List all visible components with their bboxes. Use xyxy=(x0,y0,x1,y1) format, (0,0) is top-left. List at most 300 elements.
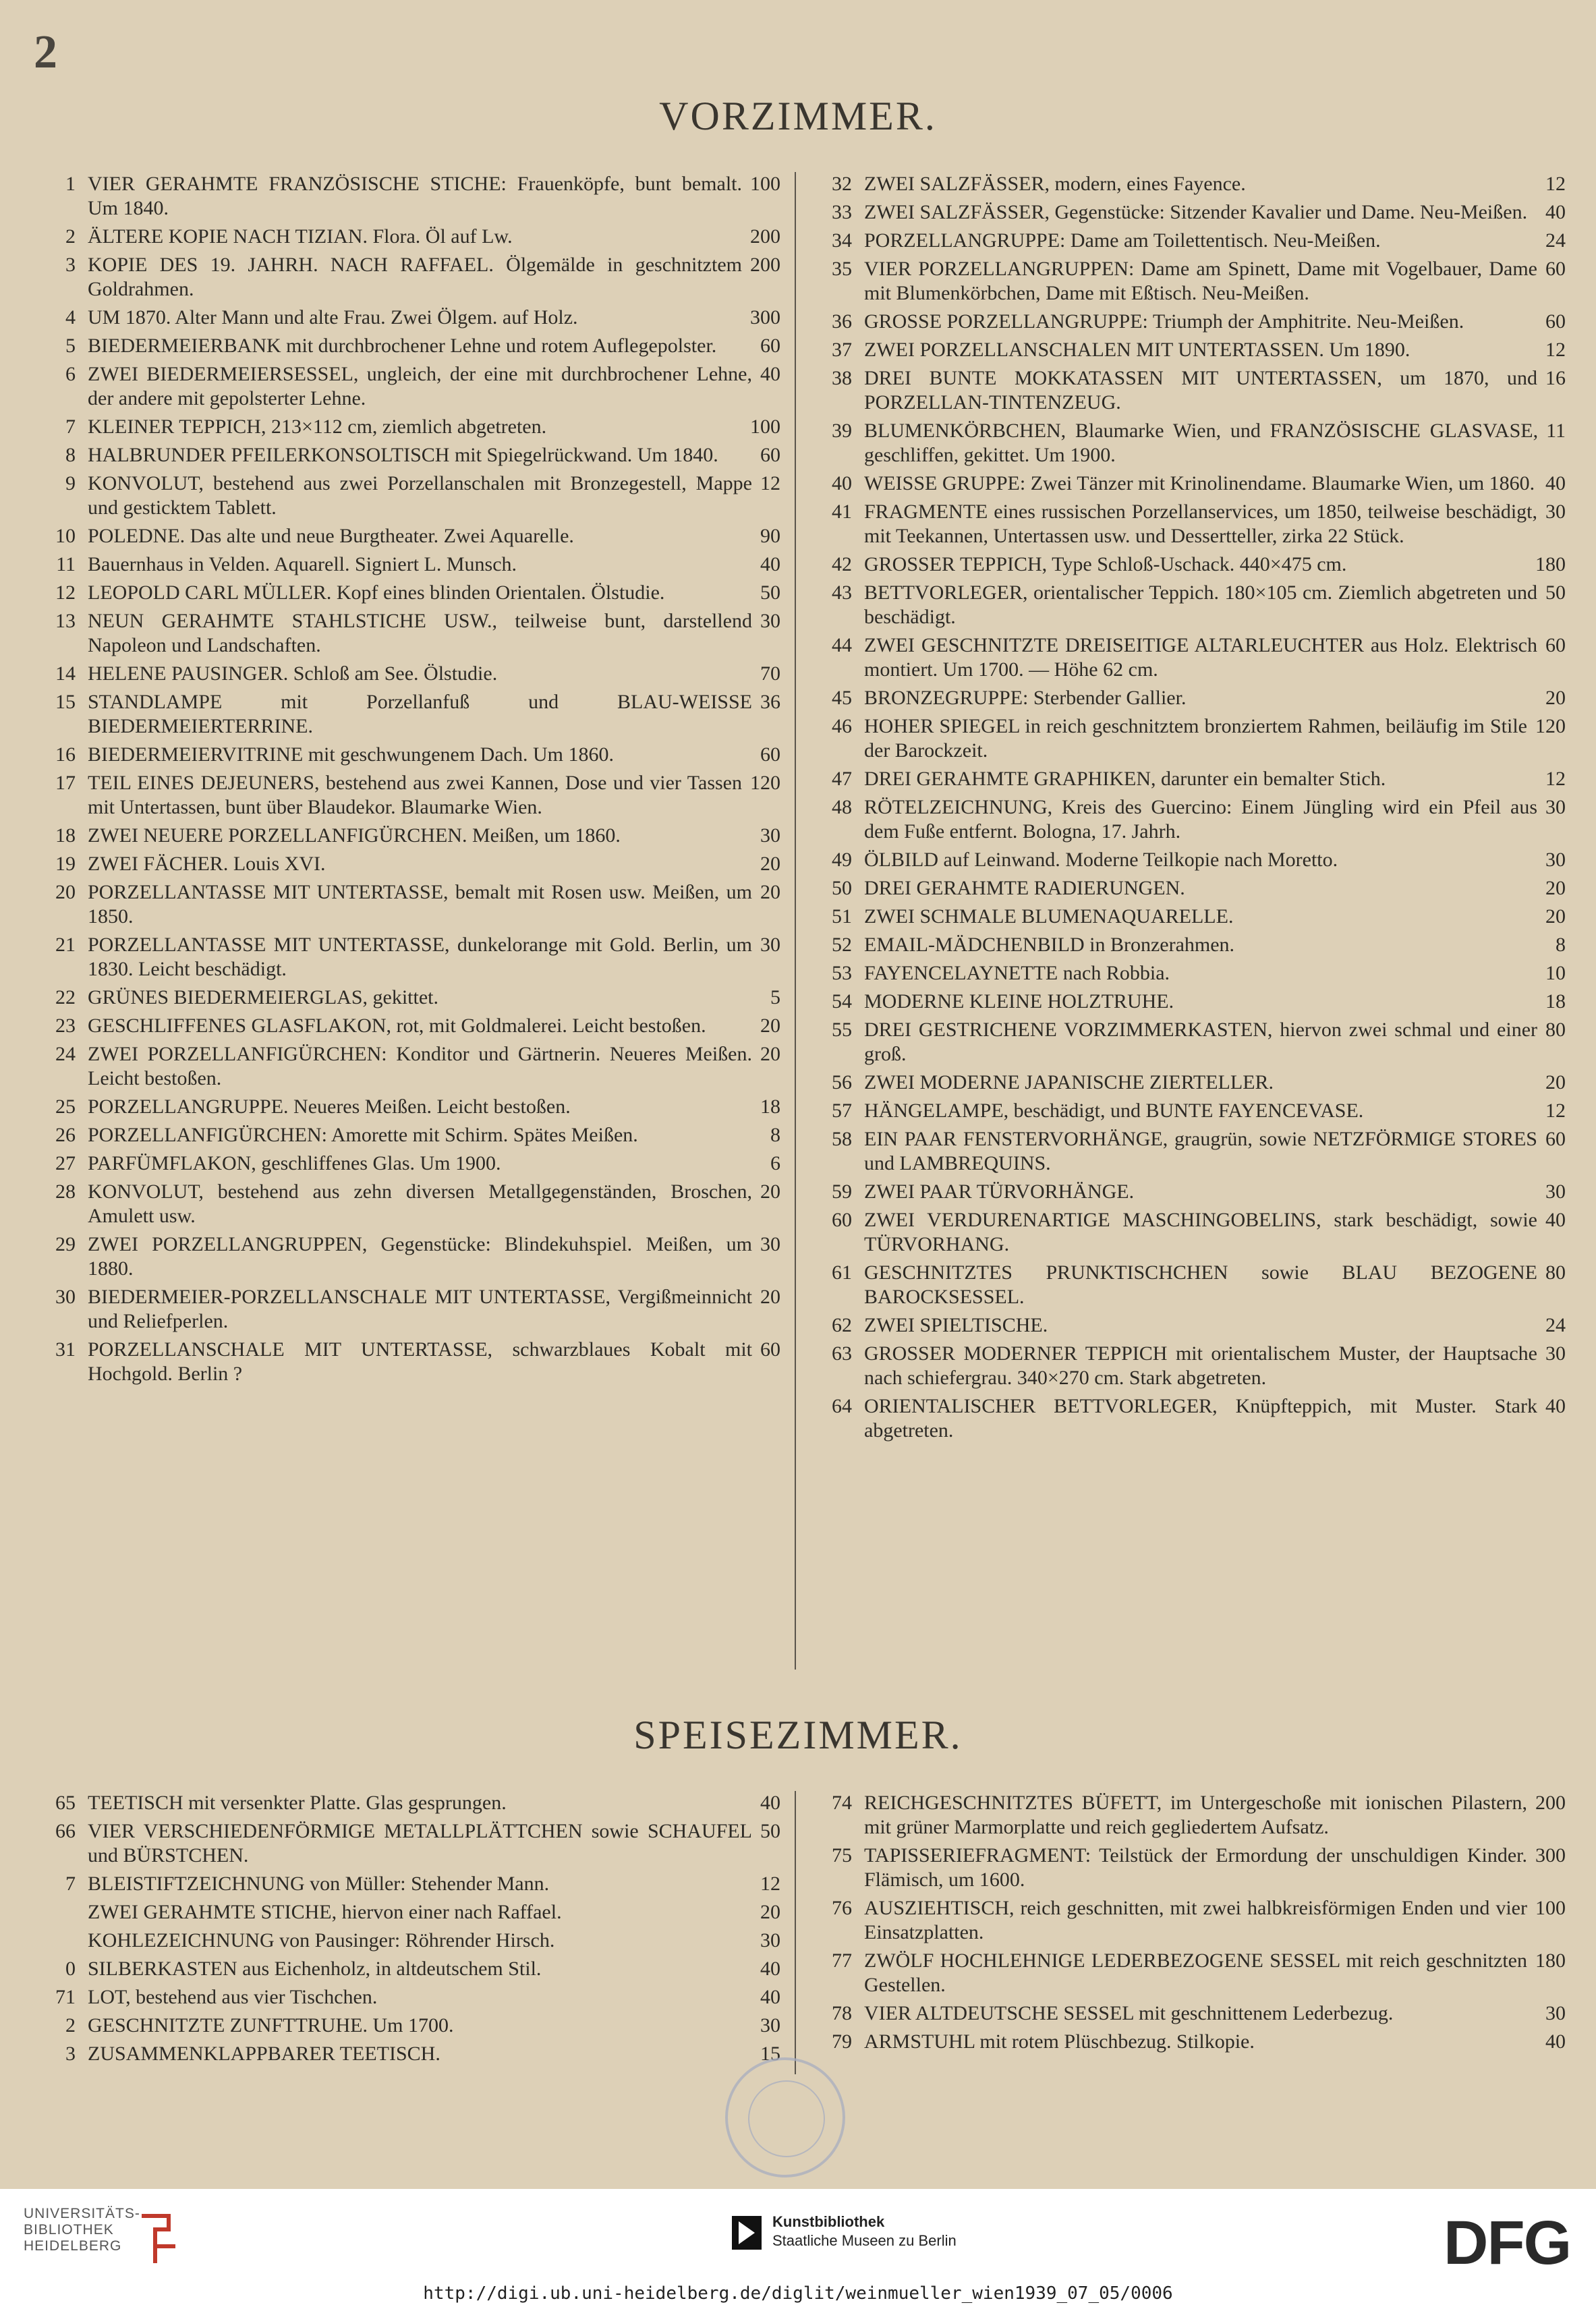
lot-number: 46 xyxy=(832,715,852,737)
lot-description-block xyxy=(864,633,1566,682)
lot-number: 60 xyxy=(832,1209,852,1231)
lot-description-block xyxy=(864,795,1566,844)
lot-description: ZWEI FÄCHER. Louis XVI. xyxy=(88,853,326,875)
lot-number: 48 xyxy=(832,796,852,818)
catalog-entry xyxy=(42,662,780,686)
lot-description-block xyxy=(864,961,1566,986)
lot-description-block xyxy=(864,310,1566,334)
lot-price: 16 xyxy=(1545,367,1566,389)
lot-number: 63 xyxy=(832,1342,852,1365)
lot-description-block xyxy=(88,743,780,767)
lot-number: 8 xyxy=(65,444,76,466)
lot-description: ZWEI NEUERE PORZELLANFIGÜRCHEN. Meißen, um 1860. xyxy=(88,824,621,847)
catalog-entry xyxy=(818,581,1566,629)
lot-description-block xyxy=(864,1180,1566,1204)
catalog-entry xyxy=(42,334,780,358)
lot-description-block xyxy=(88,1232,780,1281)
kb-name: Kunstbibliothek xyxy=(772,2213,885,2230)
lot-price: 40 xyxy=(1545,1209,1566,1231)
lot-description: ZWEI SALZFÄSSER, Gegenstücke: Sitzender Kavalier und Dame. Neu-Meißen. xyxy=(864,201,1528,223)
lot-number: 37 xyxy=(832,339,852,361)
lot-description-block xyxy=(864,552,1566,577)
lot-number: 40 xyxy=(832,472,852,494)
catalog-entry xyxy=(818,366,1566,415)
lot-price: 20 xyxy=(1545,905,1566,928)
lot-description-block xyxy=(864,2001,1566,2026)
lot-description-block xyxy=(88,771,780,820)
catalog-entry xyxy=(42,443,780,467)
catalog-entry xyxy=(818,172,1566,196)
lot-description-block xyxy=(88,225,780,249)
lot-description: HALBRUNDER PFEILERKONSOLTISCH mit Spiegelrückwand. Um 1840. xyxy=(88,444,718,466)
lot-number: 54 xyxy=(832,990,852,1013)
lot-number: 57 xyxy=(832,1100,852,1122)
lot-description: BLUMENKÖRBCHEN, Blaumarke Wien, und FRANZÖSISCHE GLASVASE, geschliffen, gekittet. Um 1900. xyxy=(864,420,1539,466)
lot-description-block xyxy=(88,1123,780,1147)
lot-price: 40 xyxy=(1545,2030,1566,2053)
lot-price: 12 xyxy=(1545,768,1566,790)
lot-description-block xyxy=(864,1791,1566,1840)
catalog-entry xyxy=(42,771,780,820)
lot-price: 120 xyxy=(1535,715,1566,737)
lot-number: 76 xyxy=(832,1897,852,1919)
lot-price: 200 xyxy=(750,254,780,276)
catalog-entry xyxy=(818,338,1566,362)
lot-number: 36 xyxy=(832,310,852,333)
lot-number: 78 xyxy=(832,2002,852,2024)
lot-description-block xyxy=(864,1896,1566,1945)
lot-description-block xyxy=(864,338,1566,362)
lot-description: GROSSE PORZELLANGRUPPE: Triumph der Amphitrite. Neu-Meißen. xyxy=(864,310,1464,333)
lot-price: 80 xyxy=(1545,1019,1566,1041)
lot-price: 8 xyxy=(1556,934,1566,956)
lot-price: 70 xyxy=(760,662,780,685)
lot-price: 60 xyxy=(760,1338,780,1361)
lot-number: 28 xyxy=(55,1180,76,1203)
university-emblem-icon xyxy=(135,2209,183,2270)
catalog-entry xyxy=(818,1071,1566,1095)
lot-number: 22 xyxy=(55,986,76,1008)
lot-number: 71 xyxy=(55,1986,76,2008)
lot-description-block xyxy=(88,552,780,577)
lot-price: 40 xyxy=(1545,472,1566,494)
lot-number: 29 xyxy=(55,1233,76,1255)
lot-description-block xyxy=(864,500,1566,548)
catalog-entry xyxy=(818,1180,1566,1204)
lot-price: 40 xyxy=(760,363,780,385)
lot-description: GRÜNES BIEDERMEIERGLAS, gekittet. xyxy=(88,986,438,1008)
catalog-entry xyxy=(818,310,1566,334)
lot-number: 53 xyxy=(832,962,852,984)
lot-description-block xyxy=(88,1042,780,1091)
kunstbibliothek-logo[interactable] xyxy=(772,2213,957,2250)
lot-price: 30 xyxy=(1545,796,1566,818)
lot-price: 60 xyxy=(1545,258,1566,280)
lot-description: PORZELLANGRUPPE: Dame am Toilettentisch. Neu-Meißen. xyxy=(864,229,1381,252)
lot-price: 200 xyxy=(1535,1792,1566,1814)
lot-description: WEISSE GRUPPE: Zwei Tänzer mit Krinolinendame. Blaumarke Wien, um 1860. xyxy=(864,472,1535,494)
lot-description: PORZELLANGRUPPE. Neueres Meißen. Leicht bestoßen. xyxy=(88,1095,571,1118)
lot-description: ZWEI GERAHMTE STICHE, hiervon einer nach Raffael. xyxy=(88,1901,562,1923)
lot-description: GESCHNITZTES PRUNKTISCHCHEN sowie BLAU BEZOGENE BAROCKSESSEL. xyxy=(864,1261,1537,1308)
catalog-entry xyxy=(818,200,1566,225)
lot-number: 35 xyxy=(832,258,852,280)
lot-description: PORZELLANSCHALE MIT UNTERTASSE, schwarzblaues Kobalt mit Hochgold. Berlin ? xyxy=(88,1338,752,1385)
lot-price: 90 xyxy=(760,525,780,547)
lot-number: 43 xyxy=(832,581,852,604)
catalog-entry xyxy=(42,609,780,658)
catalog-entry xyxy=(818,1791,1566,1840)
catalog-entry xyxy=(818,1127,1566,1176)
catalog-entry xyxy=(42,306,780,330)
lot-description: AUSZIEHTISCH, reich geschnitten, mit zwei halbkreisförmigen Enden und vier Einsatzplatten. xyxy=(864,1897,1527,1943)
lot-number: 7 xyxy=(65,1873,76,1895)
lot-number: 17 xyxy=(55,772,76,794)
catalog-entry xyxy=(42,690,780,739)
lot-description: MODERNE KLEINE HOLZTRUHE. xyxy=(864,990,1174,1013)
catalog-entry xyxy=(818,1342,1566,1390)
catalog-entry xyxy=(42,933,780,981)
lot-price: 18 xyxy=(760,1095,780,1118)
vorzimmer-right-column xyxy=(818,172,1566,1447)
lot-description-block xyxy=(864,1099,1566,1123)
lot-price: 30 xyxy=(1545,501,1566,523)
lot-price: 30 xyxy=(1545,1180,1566,1203)
lot-description-block xyxy=(88,581,780,605)
lot-price: 30 xyxy=(1545,1342,1566,1365)
lot-description-block xyxy=(88,852,780,876)
lot-number: 51 xyxy=(832,905,852,928)
lot-description: BIEDERMEIERBANK mit durchbrochener Lehne und rotem Auflegepolster. xyxy=(88,335,717,357)
catalog-entry xyxy=(42,1791,780,1815)
lot-price: 60 xyxy=(1545,1128,1566,1150)
lot-description: ORIENTALISCHER BETTVORLEGER, Knüpfteppich, mit Muster. Stark abgetreten. xyxy=(864,1395,1537,1442)
lot-description-block xyxy=(864,1127,1566,1176)
page-number: 2 xyxy=(34,26,57,78)
uni-logo-line: UNIVERSITÄTS- xyxy=(24,2206,140,2221)
lot-price: 60 xyxy=(760,444,780,466)
lot-number: 7 xyxy=(65,416,76,438)
lot-number: 59 xyxy=(832,1180,852,1203)
column-divider xyxy=(795,1791,796,2074)
lot-price: 60 xyxy=(1545,634,1566,656)
catalog-entry xyxy=(818,848,1566,872)
catalog-entry xyxy=(818,419,1566,467)
lot-number: 77 xyxy=(832,1949,852,1972)
lot-number: 65 xyxy=(55,1792,76,1814)
lot-price: 12 xyxy=(1545,1100,1566,1122)
lot-price: 180 xyxy=(1535,553,1566,575)
lot-number: 23 xyxy=(55,1015,76,1037)
lot-price: 20 xyxy=(760,1901,780,1923)
catalog-entry xyxy=(818,1018,1566,1066)
lot-description-block xyxy=(864,1071,1566,1095)
lot-description-block xyxy=(88,1929,780,1953)
lot-description: UM 1870. Alter Mann und alte Frau. Zwei Ölgem. auf Holz. xyxy=(88,306,578,329)
lot-price: 180 xyxy=(1535,1949,1566,1972)
lot-description: FRAGMENTE eines russischen Porzellanservices, um 1850, teilweise beschädigt, mit Teekannen, Untertassen usw. und Dessertteller, zirka 22 Stück. xyxy=(864,501,1537,547)
lot-description-block xyxy=(864,1313,1566,1338)
lot-price: 40 xyxy=(760,553,780,575)
catalog-entry xyxy=(42,1180,780,1228)
lot-description: RÖTELZEICHNUNG, Kreis des Guercino: Einem Jüngling wird ein Pfeil aus dem Fuße entfernt. Bologna, 17. Jahrh. xyxy=(864,796,1537,843)
lot-description-block xyxy=(864,1844,1566,1892)
lot-description: Bauernhaus in Velden. Aquarell. Signiert L. Munsch. xyxy=(88,553,517,575)
lot-description: ZWEI SALZFÄSSER, modern, eines Fayence. xyxy=(864,173,1246,195)
lot-description: DREI GERAHMTE RADIERUNGEN. xyxy=(864,877,1185,899)
lot-number: 64 xyxy=(832,1395,852,1417)
lot-description-block xyxy=(88,609,780,658)
lot-description: KOHLEZEICHNUNG von Pausinger: Röhrender Hirsch. xyxy=(88,1929,555,1952)
lot-description: BETTVORLEGER, orientalischer Teppich. 180×105 cm. Ziemlich abgetreten und beschädigt. xyxy=(864,581,1537,628)
catalog-entry xyxy=(818,472,1566,496)
lot-description-block xyxy=(88,1180,780,1228)
catalog-entry xyxy=(42,852,780,876)
lot-number: 11 xyxy=(56,553,76,575)
lot-price: 300 xyxy=(750,306,780,329)
lot-number: 18 xyxy=(55,824,76,847)
dfg-logo[interactable]: DFG xyxy=(1444,2209,1571,2277)
lot-description: PORZELLANTASSE MIT UNTERTASSE, bemalt mit Rosen usw. Meißen, um 1850. xyxy=(88,881,752,928)
lot-description: ARMSTUHL mit rotem Plüschbezug. Stilkopie. xyxy=(864,2030,1255,2053)
catalog-entry xyxy=(42,1929,780,1953)
lot-price: 50 xyxy=(760,1820,780,1842)
lot-description-block xyxy=(88,662,780,686)
catalog-entry xyxy=(42,2042,780,2066)
lot-description: REICHGESCHNITZTES BÜFETT, im Untergeschoße mit ionischen Pilastern, mit grüner Marmorplatte und reich gegliedertem Aufsatz. xyxy=(864,1792,1527,1838)
lot-description-block xyxy=(88,443,780,467)
catalog-entry xyxy=(818,500,1566,548)
lot-description: ZWEI MODERNE JAPANISCHE ZIERTELLER. xyxy=(864,1071,1274,1093)
lot-description-block xyxy=(864,1342,1566,1390)
catalog-entry xyxy=(42,552,780,577)
lot-description-block xyxy=(88,524,780,548)
footer xyxy=(0,2189,1596,2307)
lot-description-block xyxy=(864,767,1566,791)
lot-description: KOPIE DES 19. JAHRH. NACH RAFFAEL. Ölgemälde in geschnitztem Goldrahmen. xyxy=(88,254,742,300)
lot-description: EMAIL-MÄDCHENBILD in Bronzerahmen. xyxy=(864,934,1235,956)
catalog-entry xyxy=(42,362,780,411)
lot-description: KONVOLUT, bestehend aus zwei Porzellanschalen mit Bronzegestell, Mappe und gesticktem Tablett. xyxy=(88,472,752,519)
lot-description: ZWEI PAAR TÜRVORHÄNGE. xyxy=(864,1180,1135,1203)
lot-description: HOHER SPIEGEL in reich geschnitztem bronziertem Rahmen, beiläufig im Stile der Barockzeit. xyxy=(864,715,1527,762)
university-library-logo[interactable] xyxy=(24,2206,140,2254)
library-stamp xyxy=(725,2057,845,2177)
lot-number: 39 xyxy=(832,420,852,442)
catalog-entry xyxy=(42,743,780,767)
lot-number: 52 xyxy=(832,934,852,956)
section-title-speisezimmer: SPEISEZIMMER. xyxy=(633,1713,963,1757)
lot-description-block xyxy=(864,714,1566,763)
lot-description-block xyxy=(864,876,1566,901)
lot-description-block xyxy=(88,824,780,848)
lot-price: 40 xyxy=(1545,1395,1566,1417)
lot-description: VIER PORZELLANGRUPPEN: Dame am Spinett, Dame mit Vogelbauer, Dame mit Blumenkörbchen, Dame mit Eßtisch. Neu-Meißen. xyxy=(864,258,1537,304)
lot-description-block xyxy=(864,229,1566,253)
lot-price: 24 xyxy=(1545,229,1566,252)
lot-description-block xyxy=(864,848,1566,872)
catalog-entry xyxy=(818,1394,1566,1443)
lot-description-block xyxy=(864,686,1566,710)
lot-number xyxy=(42,1900,88,1925)
lot-price: 12 xyxy=(1545,173,1566,195)
lot-number: 20 xyxy=(55,881,76,903)
lot-description-block xyxy=(88,933,780,981)
lot-price: 18 xyxy=(1545,990,1566,1013)
catalog-entry xyxy=(42,1095,780,1119)
lot-price: 40 xyxy=(760,1958,780,1980)
catalog-entry xyxy=(42,172,780,221)
lot-price: 50 xyxy=(760,581,780,604)
lot-description-block xyxy=(864,1261,1566,1309)
lot-number: 38 xyxy=(832,367,852,389)
lot-description-block xyxy=(864,172,1566,196)
lot-description: ZWEI VERDURENARTIGE MASCHINGOBELINS, stark beschädigt, sowie TÜRVORHANG. xyxy=(864,1209,1537,1255)
lot-description-block xyxy=(88,2014,780,2038)
lot-price: 8 xyxy=(770,1124,780,1146)
lot-description-block xyxy=(88,986,780,1010)
lot-number: 9 xyxy=(65,472,76,494)
catalog-entry xyxy=(42,2014,780,2038)
lot-number: 3 xyxy=(65,254,76,276)
lot-description: ZWEI PORZELLANGRUPPEN, Gegenstücke: Blindekuhspiel. Meißen, um 1880. xyxy=(88,1233,752,1280)
lot-number: 6 xyxy=(65,363,76,385)
lot-price: 60 xyxy=(1545,310,1566,333)
catalog-entry xyxy=(42,824,780,848)
catalog-entry xyxy=(818,933,1566,957)
lot-description-block xyxy=(88,306,780,330)
catalog-entry xyxy=(818,686,1566,710)
lot-number: 27 xyxy=(55,1152,76,1174)
lot-price: 5 xyxy=(770,986,780,1008)
lot-number: 44 xyxy=(832,634,852,656)
lot-description: DREI GESTRICHENE VORZIMMERKASTEN, hiervon zwei schmal und einer groß. xyxy=(864,1019,1537,1065)
lot-description: ZWÖLF HOCHLEHNIGE LEDERBEZOGENE SESSEL mit reich geschnitzten Gestellen. xyxy=(864,1949,1527,1996)
catalog-entry xyxy=(818,714,1566,763)
lot-number: 5 xyxy=(65,335,76,357)
lot-description: EIN PAAR FENSTERVORHÄNGE, graugrün, sowie NETZFÖRMIGE STORES und LAMBREQUINS. xyxy=(864,1128,1537,1174)
vorzimmer-left-column xyxy=(42,172,780,1390)
lot-description: VIER GERAHMTE FRANZÖSISCHE STICHE: Frauenköpfe, bunt bemalt. Um 1840. xyxy=(88,173,742,219)
lot-description: GROSSER TEPPICH, Type Schloß-Uschack. 440×475 cm. xyxy=(864,553,1347,575)
lot-price: 20 xyxy=(1545,877,1566,899)
lot-description-block xyxy=(88,1285,780,1334)
catalog-entry xyxy=(42,1985,780,2010)
lot-description: ZWEI PORZELLANSCHALEN MIT UNTERTASSEN. Um 1890. xyxy=(864,339,1410,361)
lot-description-block xyxy=(88,1338,780,1386)
lot-description: STANDLAMPE mit Porzellanfuß und BLAU-WEISSE BIEDERMEIERTERRINE. xyxy=(88,691,752,737)
lot-description-block xyxy=(864,419,1566,467)
catalog-entry xyxy=(42,1338,780,1386)
lot-description-block xyxy=(864,472,1566,496)
lot-price: 12 xyxy=(1545,339,1566,361)
catalog-entry xyxy=(818,961,1566,986)
lot-price: 20 xyxy=(760,1286,780,1308)
lot-number: 32 xyxy=(832,173,852,195)
lot-number: 34 xyxy=(832,229,852,252)
catalog-entry xyxy=(818,1208,1566,1257)
lot-description: TAPISSERIEFRAGMENT: Teilstück der Ermordung der unschuldigen Kinder. Flämisch, um 1600. xyxy=(864,1844,1527,1891)
catalog-entry xyxy=(818,2001,1566,2026)
lot-number: 50 xyxy=(832,877,852,899)
lot-price: 30 xyxy=(760,2014,780,2037)
lot-price: 10 xyxy=(1545,962,1566,984)
lot-description-block xyxy=(88,472,780,520)
lot-description: BIEDERMEIERVITRINE mit geschwungenem Dach. Um 1860. xyxy=(88,743,614,766)
catalog-entry xyxy=(818,990,1566,1014)
lot-number: 25 xyxy=(55,1095,76,1118)
lot-number: 12 xyxy=(55,581,76,604)
lot-price: 30 xyxy=(1545,2002,1566,2024)
lot-number: 0 xyxy=(65,1958,76,1980)
catalog-entry xyxy=(42,1819,780,1868)
permalink-url[interactable]: http://digi.ub.uni-heidelberg.de/diglit/weinmueller_wien1939_07_05/0006 xyxy=(423,2283,1173,2304)
lot-description-block xyxy=(88,1985,780,2010)
catalog-entry xyxy=(42,1151,780,1176)
lot-description: BLEISTIFTZEICHNUNG von Müller: Stehender Mann. xyxy=(88,1873,550,1895)
lot-price: 6 xyxy=(770,1152,780,1174)
lot-description-block xyxy=(88,1095,780,1119)
lot-description-block xyxy=(864,1394,1566,1443)
lot-price: 24 xyxy=(1545,1314,1566,1336)
catalog-entry xyxy=(818,2030,1566,2054)
column-divider xyxy=(795,172,796,1670)
lot-price: 30 xyxy=(760,1929,780,1952)
catalog-entry xyxy=(42,1042,780,1091)
catalog-entry xyxy=(42,524,780,548)
lot-description-block xyxy=(864,933,1566,957)
catalog-entry xyxy=(42,225,780,249)
lot-number: 61 xyxy=(832,1261,852,1284)
lot-description-block xyxy=(864,366,1566,415)
catalog-entry xyxy=(42,1123,780,1147)
catalog-entry xyxy=(818,552,1566,577)
lot-number: 21 xyxy=(55,934,76,956)
lot-price: 300 xyxy=(1535,1844,1566,1867)
lot-price: 20 xyxy=(760,1015,780,1037)
catalog-entry xyxy=(818,1099,1566,1123)
lot-description-block xyxy=(88,1900,780,1925)
lot-number: 2 xyxy=(65,225,76,248)
lot-description: NEUN GERAHMTE STAHLSTICHE USW., teilweise bunt, darstellend Napoleon und Landschaften. xyxy=(88,610,752,656)
lot-description-block xyxy=(864,257,1566,306)
lot-price: 60 xyxy=(760,335,780,357)
lot-description: ZWEI PORZELLANFIGÜRCHEN: Konditor und Gärtnerin. Neueres Meißen. Leicht bestoßen. xyxy=(88,1043,752,1089)
lot-description: ÄLTERE KOPIE NACH TIZIAN. Flora. Öl auf Lw. xyxy=(88,225,513,248)
lot-price: 36 xyxy=(760,691,780,713)
lot-price: 30 xyxy=(760,1233,780,1255)
lot-number: 49 xyxy=(832,849,852,871)
lot-description-block xyxy=(88,880,780,929)
lot-description-block xyxy=(864,1208,1566,1257)
lot-description: VIER ALTDEUTSCHE SESSEL mit geschnittenem Lederbezug. xyxy=(864,2002,1394,2024)
lot-description-block xyxy=(88,1791,780,1815)
lot-description: VIER VERSCHIEDENFÖRMIGE METALLPLÄTTCHEN sowie SCHAUFEL und BÜRSTCHEN. xyxy=(88,1820,752,1867)
catalog-entry xyxy=(42,880,780,929)
lot-description: ZUSAMMENKLAPPBARER TEETISCH. xyxy=(88,2043,440,2065)
catalog-entry xyxy=(42,581,780,605)
lot-price: 100 xyxy=(750,416,780,438)
lot-number: 26 xyxy=(55,1124,76,1146)
lot-description-block xyxy=(88,1957,780,1981)
lot-price: 20 xyxy=(1545,687,1566,709)
lot-description: TEIL EINES DEJEUNERS, bestehend aus zwei Kannen, Dose und vier Tassen mit Untertassen, bunt über Blaudekor. Blaumarke Wien. xyxy=(88,772,742,818)
lot-price: 40 xyxy=(1545,201,1566,223)
lot-description: ÖLBILD auf Leinwand. Moderne Teilkopie nach Moretto. xyxy=(864,849,1338,871)
lot-number: 45 xyxy=(832,687,852,709)
lot-description-block xyxy=(864,200,1566,225)
catalog-entry xyxy=(42,1014,780,1038)
